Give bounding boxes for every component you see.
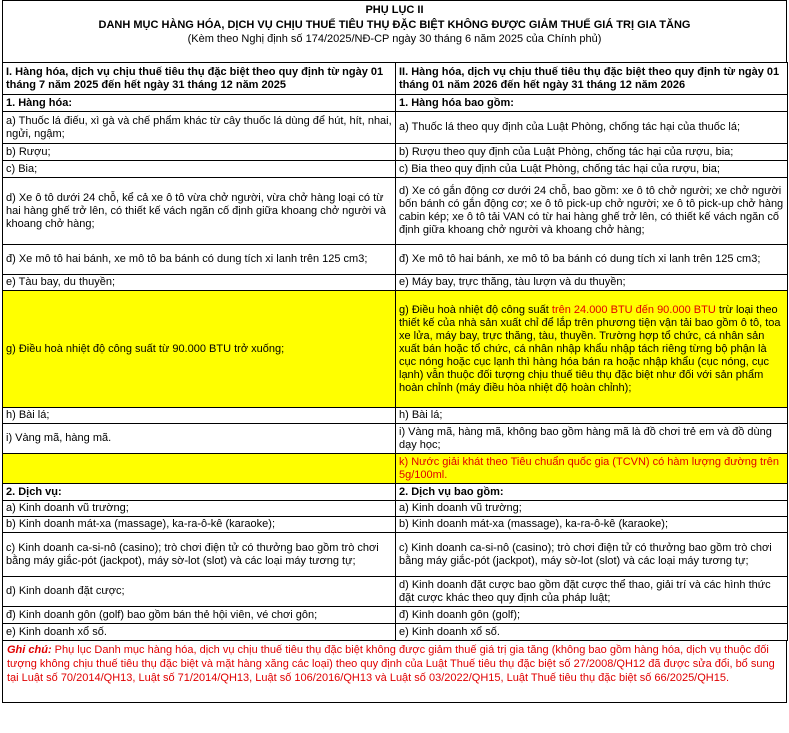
table-row — [3, 161, 788, 178]
services-dd-right: đ) Kinh doanh gôn (golf); — [396, 607, 788, 624]
section-heading-goods-left: 1. Hàng hóa: — [3, 95, 396, 112]
table-row — [3, 577, 788, 607]
services-a-left: a) Kinh doanh vũ trường; — [3, 501, 396, 517]
section-heading-services-left: 2. Dịch vụ: — [3, 484, 396, 501]
goods-c-left: c) Bia; — [3, 161, 396, 178]
table-row — [3, 245, 788, 275]
services-e-left: e) Kinh doanh xổ số. — [3, 624, 396, 641]
services-c-left: c) Kinh doanh ca-si-nô (casino); trò chơi điện tử có thưởng bao gồm trò chơi bằng máy giắc-pót (jackpot), máy sờ-lot (slot) và các loại máy tương tự; — [3, 533, 396, 577]
section-heading-services-right: 2. Dịch vụ bao gồm: — [396, 484, 788, 501]
table-row — [3, 291, 788, 408]
goods-k-left-empty — [3, 454, 396, 484]
section-heading-goods-right: 1. Hàng hóa bao gồm: — [396, 95, 788, 112]
column-header-row — [3, 63, 788, 95]
goods-d-left: d) Xe ô tô dưới 24 chỗ, kể cả xe ô tô vừa chở người, vừa chở hàng loại có từ hai hàng ghế trở lên, có thiết kế vách ngăn cố định giữa khoang chở người và khoang chở hàng; — [3, 178, 396, 245]
services-a-right: a) Kinh doanh vũ trường; — [396, 501, 788, 517]
goods-h-left: h) Bài lá; — [3, 408, 396, 424]
goods-d-right: d) Xe có gắn động cơ dưới 24 chỗ, bao gồm: xe ô tô chở người; xe chở người bốn bánh có gắn động cơ; xe ô tô pick-up chở người; xe ô tô pick-up chở hàng cabin kép; xe ô tô tải VAN có từ hai hàng ghế trở lên, có thiết kế vách ngăn cố định giữa khoang chở người và khoang chở hàng; — [396, 178, 788, 245]
document-title: DANH MỤC HÀNG HÓA, DỊCH VỤ CHỊU THUẾ TIÊU THỤ ĐẶC BIỆT KHÔNG ĐƯỢC GIẢM THUẾ GIÁ TRỊ GIA TĂNG — [98, 19, 691, 31]
goods-h-right: h) Bài lá; — [396, 408, 788, 424]
goods-b-right: b) Rượu theo quy định của Luật Phòng, chống tác hại của rượu, bia; — [396, 144, 788, 161]
goods-e-left: e) Tàu bay, du thuyền; — [3, 275, 396, 291]
goods-dd-right: đ) Xe mô tô hai bánh, xe mô tô ba bánh có dung tích xi lanh trên 125 cm3; — [396, 245, 788, 275]
services-b-right: b) Kinh doanh mát-xa (massage), ka-ra-ô-kê (karaoke); — [396, 517, 788, 533]
goods-g-right — [396, 291, 788, 408]
column-header-right: II. Hàng hóa, dịch vụ chịu thuế tiêu thụ đặc biệt theo quy định từ ngày 01 tháng 01 năm 2026 đến hết ngày 31 tháng 12 năm 2026 — [396, 63, 788, 95]
table-row — [3, 624, 788, 641]
footnote-text: Phụ lục Danh mục hàng hóa, dịch vụ chịu thuế tiêu thụ đặc biệt không được giảm thuế giá trị gia tăng (không bao gồm hàng hóa, dịch vụ thuộc đối tượng không chịu thuế tiêu thụ đặc biệt và mặt hàng xăng các loại) theo quy định của Luật Thuế tiêu thụ đặc biệt số 27/2008/QH12 đã được sửa đổi, bổ sung tại Luật số 70/2014/QH13, Luật số 71/2014/QH13, Luật số 106/2016/QH13 và Luật số 03/2022/QH15, Luật Thuế tiêu thụ đặc biệt số 66/2025/QH15. — [7, 644, 775, 684]
table-row — [3, 501, 788, 517]
document-subtitle: (Kèm theo Nghị định số 174/2025/NĐ-CP ngày 30 tháng 6 năm 2025 của Chính phủ) — [187, 33, 602, 45]
goods-c-right: c) Bia theo quy định của Luật Phòng, chống tác hại của rượu, bia; — [396, 161, 788, 178]
document-header — [2, 0, 787, 62]
goods-g-right-part2: trừ loại theo thiết kế của nhà sản xuất chỉ để lắp trên phương tiện vận tải bao gồm ô tô, toa xe lửa, máy bay, trực thăng, tàu, thuyền. Trường hợp tổ chức, cá nhân sản xuất bán hoặc tổ chức, cá nhân nhập khẩu nhập tách riêng từng bộ phận là cục nóng hoặc cục lạnh thì hàng hóa bán ra hoặc nhập khẩu (cục nóng, cục lạnh) vẫn thuộc đối tượng chịu thuế tiêu thụ đặc biệt như đối với sản phẩm hoàn chỉnh (máy điều hòa nhiệt độ hoàn chỉnh); — [399, 303, 781, 394]
footnote — [2, 641, 787, 703]
goods-i-right: i) Vàng mã, hàng mã, không bao gồm hàng mã là đồ chơi trẻ em và đồ dùng dạy học; — [396, 424, 788, 454]
table-row — [3, 533, 788, 577]
services-dd-left: đ) Kinh doanh gôn (golf) bao gồm bán thẻ hội viên, vé chơi gôn; — [3, 607, 396, 624]
table-row — [3, 484, 788, 501]
table-row — [3, 275, 788, 291]
table-row — [3, 144, 788, 161]
goods-g-right-part1: g) Điều hoà nhiệt độ công suất — [399, 303, 552, 316]
appendix-label: PHỤ LỤC II — [365, 4, 424, 16]
services-d-left: d) Kinh doanh đặt cược; — [3, 577, 396, 607]
goods-i-left: i) Vàng mã, hàng mã. — [3, 424, 396, 454]
table-row — [3, 95, 788, 112]
goods-e-right: e) Máy bay, trực thăng, tàu lượn và du thuyền; — [396, 275, 788, 291]
goods-k-right: k) Nước giải khát theo Tiêu chuẩn quốc gia (TCVN) có hàm lượng đường trên 5g/100ml. — [396, 454, 788, 484]
goods-dd-left: đ) Xe mô tô hai bánh, xe mô tô ba bánh có dung tích xi lanh trên 125 cm3; — [3, 245, 396, 275]
services-b-left: b) Kinh doanh mát-xa (massage), ka-ra-ô-kê (karaoke); — [3, 517, 396, 533]
table-row — [3, 408, 788, 424]
services-e-right: e) Kinh doanh xổ số. — [396, 624, 788, 641]
goods-g-right-highlight: trên 24.000 BTU đến 90.000 BTU — [551, 303, 716, 316]
table-row — [3, 424, 788, 454]
column-header-left: I. Hàng hóa, dịch vụ chịu thuế tiêu thụ đặc biệt theo quy định từ ngày 01 tháng 7 năm 2025 đến hết ngày 31 tháng 12 năm 2025 — [3, 63, 396, 95]
goods-b-left: b) Rượu; — [3, 144, 396, 161]
table-row — [3, 112, 788, 144]
footnote-label: Ghi chú: — [7, 644, 52, 656]
services-c-right: c) Kinh doanh ca-si-nô (casino); trò chơi điện tử có thưởng bao gồm trò chơi bằng máy giắc-pót (jackpot), máy sờ-lot (slot) và các loại máy tương tự; — [396, 533, 788, 577]
table-row — [3, 178, 788, 245]
services-d-right: d) Kinh doanh đặt cược bao gồm đặt cược thể thao, giải trí và các hình thức đặt cược khác theo quy định của pháp luật; — [396, 577, 788, 607]
table-row — [3, 607, 788, 624]
goods-g-left: g) Điều hoà nhiệt độ công suất từ 90.000 BTU trở xuống; — [3, 291, 396, 408]
goods-services-table — [2, 62, 788, 641]
table-row — [3, 517, 788, 533]
table-row — [3, 454, 788, 484]
goods-a-right: a) Thuốc lá theo quy định của Luật Phòng, chống tác hại của thuốc lá; — [396, 112, 788, 144]
goods-a-left: a) Thuốc lá điếu, xì gà và chế phẩm khác từ cây thuốc lá dùng để hút, hít, nhai, ngửi, ngậm; — [3, 112, 396, 144]
